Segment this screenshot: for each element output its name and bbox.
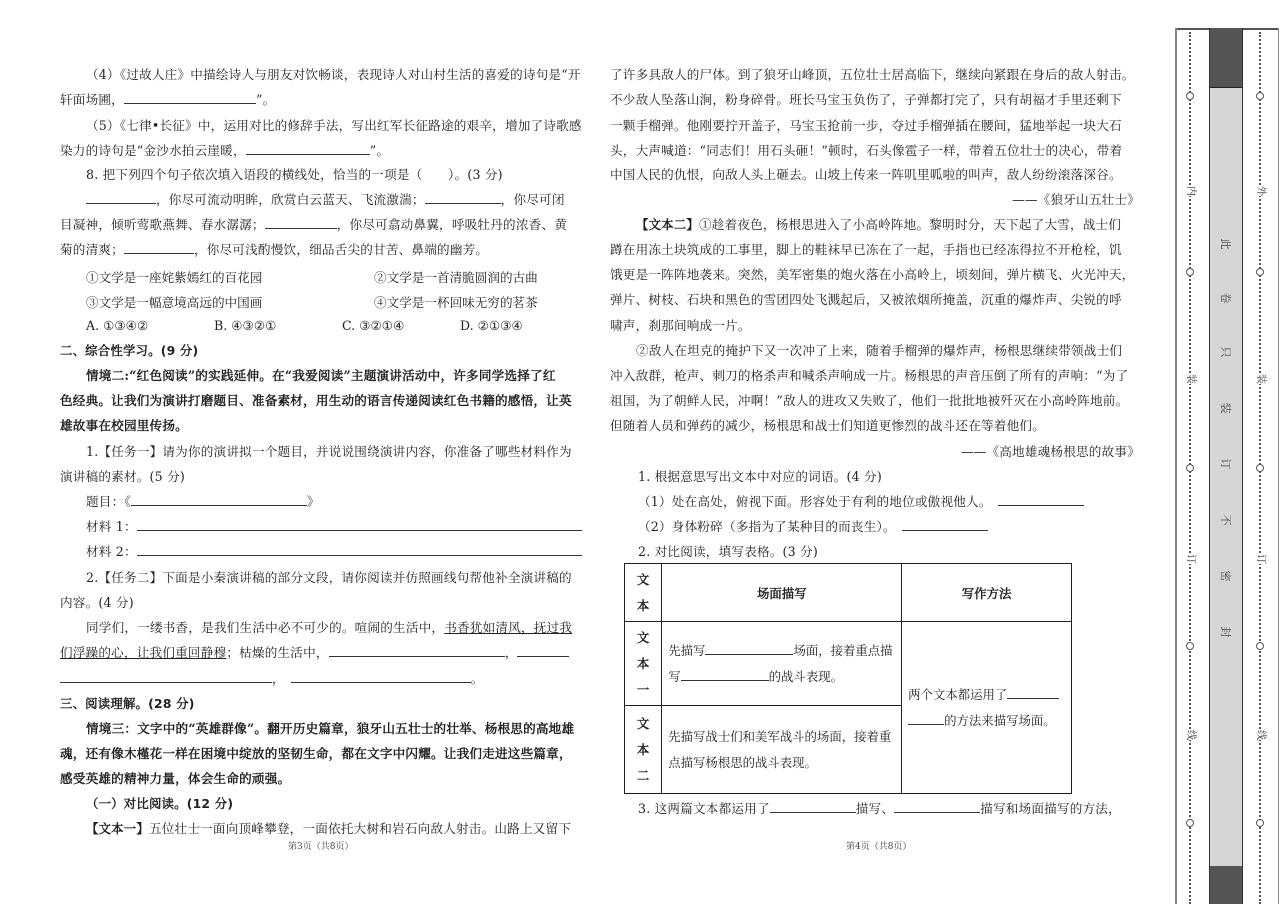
q1-item1: （1）处在高处，俯视下面。形容处于有利的地位或傲视他人。 xyxy=(638,494,1084,510)
text1-scene-cell: 先描写 场面，接着重点描 写 的战斗表现。 xyxy=(662,622,902,706)
q7-4-line2: 轩面场圃， ”。 xyxy=(60,92,276,107)
material1-field: 材料 1： xyxy=(60,519,582,535)
exam-page-4 xyxy=(610,0,1140,904)
text2-scene-cell: 先描写战士们和美军战斗的场面，接着重 点描写杨根思的战斗表现。 xyxy=(662,706,902,794)
circle-icon xyxy=(1256,819,1264,827)
speech-line3: ， 。 xyxy=(60,671,484,687)
speech-line2: 们浮躁的心，让我们重回静穆；枯燥的生活中， ， xyxy=(60,645,569,661)
circle-icon xyxy=(1186,92,1194,100)
answer-blank[interactable] xyxy=(681,669,769,681)
text1-line: 头，大声喊道：“同志们！用石头砸！”顿时，石头像雹子一样，带着五位壮士的决心，带着 xyxy=(610,143,1123,158)
page-number: 第3页（共8页） xyxy=(288,842,354,852)
section2-context-line3: 雄故事在校园里传扬。 xyxy=(60,418,188,433)
section3-context-line1: 情境三：文字中的“英雄群像”。翻开历史篇章，狼牙山五壮士的壮举、杨根思的高地雄 xyxy=(86,721,575,736)
answer-blank[interactable] xyxy=(705,643,793,655)
seal-label: 内 xyxy=(1185,186,1196,196)
answer-blank[interactable] xyxy=(770,801,856,813)
q7-5-line2: 染力的诗句是“金沙水拍云崖暖， ”。 xyxy=(60,143,390,158)
title-field: 题目：《 》 xyxy=(86,494,320,509)
page-number: 第4页（共8页） xyxy=(846,842,912,852)
binding-char: 订 xyxy=(1219,458,1232,470)
q1-item2: （2）身体粉碎（多指为了某种目的而丧生）。 xyxy=(638,519,988,535)
comparison-table xyxy=(624,563,1072,794)
q8-passage-line1: ，你尽可流动明眸，欣赏白云蓝天、飞流激湍； ，你尽可闭 xyxy=(60,192,565,208)
seal-label: 外 xyxy=(1255,186,1266,196)
q7-5-line1: （5）《七律•长征》中，运用对比的修辞手法，写出红军长征路途的艰辛，增加了诗歌感 xyxy=(86,118,582,133)
circle-icon xyxy=(1186,268,1194,276)
text2-p2-line: 祖国，为了朝鲜人民，冲啊！”敌人的进攻又失败了，他们一批批地被歼灭在小高岭阵地前。 xyxy=(610,393,1129,408)
speech-line1: 同学们，一缕书香，是我们生活中必不可少的。喧闹的生活中，书香犹如清风，抚过我 xyxy=(86,620,573,635)
text2-p1-line1: 【文本二】①趁着夜色，杨根思进入了小高岭阵地。黎明时分，天下起了大雪，战士们 xyxy=(636,217,1122,232)
speech-blank[interactable] xyxy=(291,671,471,683)
circle-icon xyxy=(1186,464,1194,472)
section3-context-line2: 魂，还有像木槿花一样在困境中绽放的坚韧生命，都在文字中闪耀。让我们走进这些篇章， xyxy=(60,746,572,761)
option-c[interactable]: C. ③②①④ xyxy=(342,318,405,333)
binding-char: 此 xyxy=(1219,238,1232,250)
exam-page-3 xyxy=(60,0,582,904)
text1-line: 一颗手榴弹。他刚要拧开盖子，马宝玉抢前一步，夺过手榴弹插在腰间，猛地举起一块大石 xyxy=(610,118,1122,133)
divider xyxy=(1278,28,1280,904)
answer-blank[interactable] xyxy=(908,713,944,725)
q8-sentences-row2: ③文学是一幅意境高远的中国画 ④文学是一杯回味无穷的茗茶 xyxy=(86,295,538,310)
q8-passage-line2: 目凝神，倾听莺歌燕舞、春水潺潺； ，你尽可翕动鼻翼，呼吸牡丹的浓香、黄 xyxy=(60,217,567,232)
q8-passage-line3: 菊的清爽； ，你尽可浅酌慢饮，细品舌尖的甘苦、鼻端的幽芳。 xyxy=(60,242,489,257)
binding-char: 装 xyxy=(1219,402,1232,414)
answer-blank[interactable] xyxy=(86,192,156,204)
row-label-text2: 文本二 xyxy=(625,706,662,794)
answer-blank[interactable] xyxy=(124,242,194,254)
option-a[interactable]: A. ①③④② xyxy=(86,318,149,333)
q3-stem: 3. 这两篇文本都运用了 描写、 描写和场面描写的方法， xyxy=(638,801,1121,816)
material2-field: 材料 2： xyxy=(60,544,582,560)
answer-blank[interactable] xyxy=(265,217,337,229)
circle-icon xyxy=(1256,92,1264,100)
option-b[interactable]: B. ④③②① xyxy=(214,318,277,333)
answer-blank[interactable] xyxy=(902,519,988,531)
material2-blank[interactable] xyxy=(137,544,582,556)
circle-icon xyxy=(1186,819,1194,827)
binding-bar xyxy=(1209,28,1243,904)
answer-blank[interactable] xyxy=(425,192,501,204)
section3-title: 三、阅读理解。(28 分) xyxy=(60,696,195,711)
binding-char: 封 xyxy=(1219,626,1232,638)
table-row xyxy=(625,622,1072,706)
text2-p1-line: 饿更是一阵阵地袭来。突然，美军密集的炮火落在小高岭上，顷刻间，弹片横飞、火光冲天， xyxy=(610,267,1135,282)
speech-blank[interactable] xyxy=(60,671,272,683)
circle-icon xyxy=(1256,642,1264,650)
text1-line: 了许多具敌人的尸体。到了狼牙山峰顶，五位壮士居高临下，继续向紧跟在身后的敌人射击。 xyxy=(610,67,1135,82)
task2-line2: 内容。(4 分) xyxy=(60,595,134,610)
answer-blank[interactable] xyxy=(1007,687,1059,699)
option-d[interactable]: D. ②①③④ xyxy=(460,318,523,333)
title-blank[interactable] xyxy=(131,494,307,506)
q1-stem: 1. 根据意思写出文本中对应的词语。(4 分) xyxy=(638,469,882,484)
seal-label: 订 xyxy=(1255,554,1266,564)
answer-blank[interactable] xyxy=(124,92,256,104)
text1-line: 不少敌人坠落山涧，粉身碎骨。班长马宝玉负伤了，子弹都打完了，只有胡福才手里还剩下 xyxy=(610,92,1122,107)
table-header-scene: 场面描写 xyxy=(662,564,902,622)
circle-icon xyxy=(1256,268,1264,276)
bar-cap xyxy=(1210,866,1242,904)
circle-icon xyxy=(1256,464,1264,472)
binding-char: 只 xyxy=(1219,346,1232,358)
divider xyxy=(1175,28,1177,904)
section3-subtitle: （一）对比阅读。(12 分) xyxy=(86,796,234,811)
section2-context-line2: 色经典。让我们为演讲打磨题目、准备素材，用生动的语言传递阅读红色书籍的感悟，让英 xyxy=(60,393,572,408)
binding-char: 密 xyxy=(1219,570,1232,582)
text2-p2-line: 但随着人员和弹药的减少，杨根思和战士们知道更惨烈的战斗还在等着他们。 xyxy=(610,418,1045,433)
answer-blank[interactable] xyxy=(894,801,980,813)
table-header-method: 写作方法 xyxy=(902,564,1072,622)
task2-line1: 2.【任务二】下面是小秦演讲稿的部分文段，请你阅读并仿照画线句帮他补全演讲稿的 xyxy=(86,570,572,585)
section3-context-line3: 感受英雄的精神力量，体会生命的顽强。 xyxy=(60,771,291,786)
text1-line: 中国人民的仇恨，向敌人头上砸去。山坡上传来一阵叽里呱啦的叫声，敌人纷纷滚落深谷。 xyxy=(610,167,1122,182)
q2-stem: 2. 对比阅读，填写表格。(3 分) xyxy=(638,544,818,559)
speech-blank[interactable] xyxy=(517,645,569,657)
section2-title: 二、综合性学习。(9 分) xyxy=(60,343,199,358)
task1-line2: 演讲稿的素材。(5 分) xyxy=(60,469,185,484)
text2-source: ——《高地雄魂杨根思的故事》 xyxy=(960,444,1140,459)
q8-sentences-row1: ①文学是一座姹紫嫣红的百花园 ②文学是一首清脆圆润的古曲 xyxy=(86,270,538,285)
bar-cap xyxy=(1210,28,1242,88)
text1-start: 【文本一】五位壮士一面向顶峰攀登，一面依托大树和岩石向敌人射击。山路上又留下 xyxy=(86,821,572,836)
answer-blank[interactable] xyxy=(246,143,370,155)
table-header-text: 文本 xyxy=(625,564,662,622)
seal-label: 装 xyxy=(1255,374,1266,384)
text1-source: ——《狼牙山五壮士》 xyxy=(1012,192,1140,207)
text2-p2-line: ②敌人在坦克的掩护下又一次冲了上来，随着手榴弹的爆炸声，杨根思继续带领战士们 xyxy=(636,343,1123,358)
text2-p1-line: 弹片、树枝、石块和黑色的雪团四处飞溅起后，又被浓烟所掩盖，沉重的爆炸声、尖锐的呼 xyxy=(610,292,1122,307)
text2-p1-line: 蹲在用冻土块筑成的工事里，脚上的鞋袜早已冻在了一起，手指也已经冻得拉不开枪栓，饥 xyxy=(610,242,1122,257)
seal-label: 装 xyxy=(1185,374,1196,384)
method-cell: 两个文本都运用了 的方法来描写场面。 xyxy=(902,622,1072,794)
binding-char: 卷 xyxy=(1219,292,1232,304)
row-label-text1: 文本一 xyxy=(625,622,662,706)
speech-blank[interactable] xyxy=(329,645,505,657)
text2-p1-line: 啸声，刹那间响成一片。 xyxy=(610,318,751,333)
seal-label: 订 xyxy=(1185,554,1196,564)
section2-context-line1: 情境二:“红色阅读”的实践延伸。在“我爱阅读”主题演讲活动中，许多同学选择了红 xyxy=(86,368,556,383)
seal-label: 线 xyxy=(1255,730,1266,740)
task1-line1: 1.【任务一】请为你的演讲拟一个题目，并说说围绕演讲内容，你准备了哪些材料作为 xyxy=(86,444,572,459)
seal-label: 线 xyxy=(1185,730,1196,740)
text2-p2-line: 冲入敌群，枪声、刺刀的格杀声和喊杀声响成一片。杨根思的声音压倒了所有的声响：“为了 xyxy=(610,368,1129,383)
q8-options xyxy=(86,318,582,334)
q8-stem: 8. 把下列四个句子依次填入语段的横线处，恰当的一项是（ ）。(3 分) xyxy=(86,167,503,182)
circle-icon xyxy=(1186,642,1194,650)
binding-margin xyxy=(1175,28,1279,904)
material1-blank[interactable] xyxy=(137,519,582,531)
binding-char: 不 xyxy=(1219,514,1232,526)
answer-blank[interactable] xyxy=(998,494,1084,506)
q7-4-line1: （4）《过故人庄》中描绘诗人与朋友对饮畅谈，表现诗人对山村生活的喜爱的诗句是“开 xyxy=(86,67,581,82)
